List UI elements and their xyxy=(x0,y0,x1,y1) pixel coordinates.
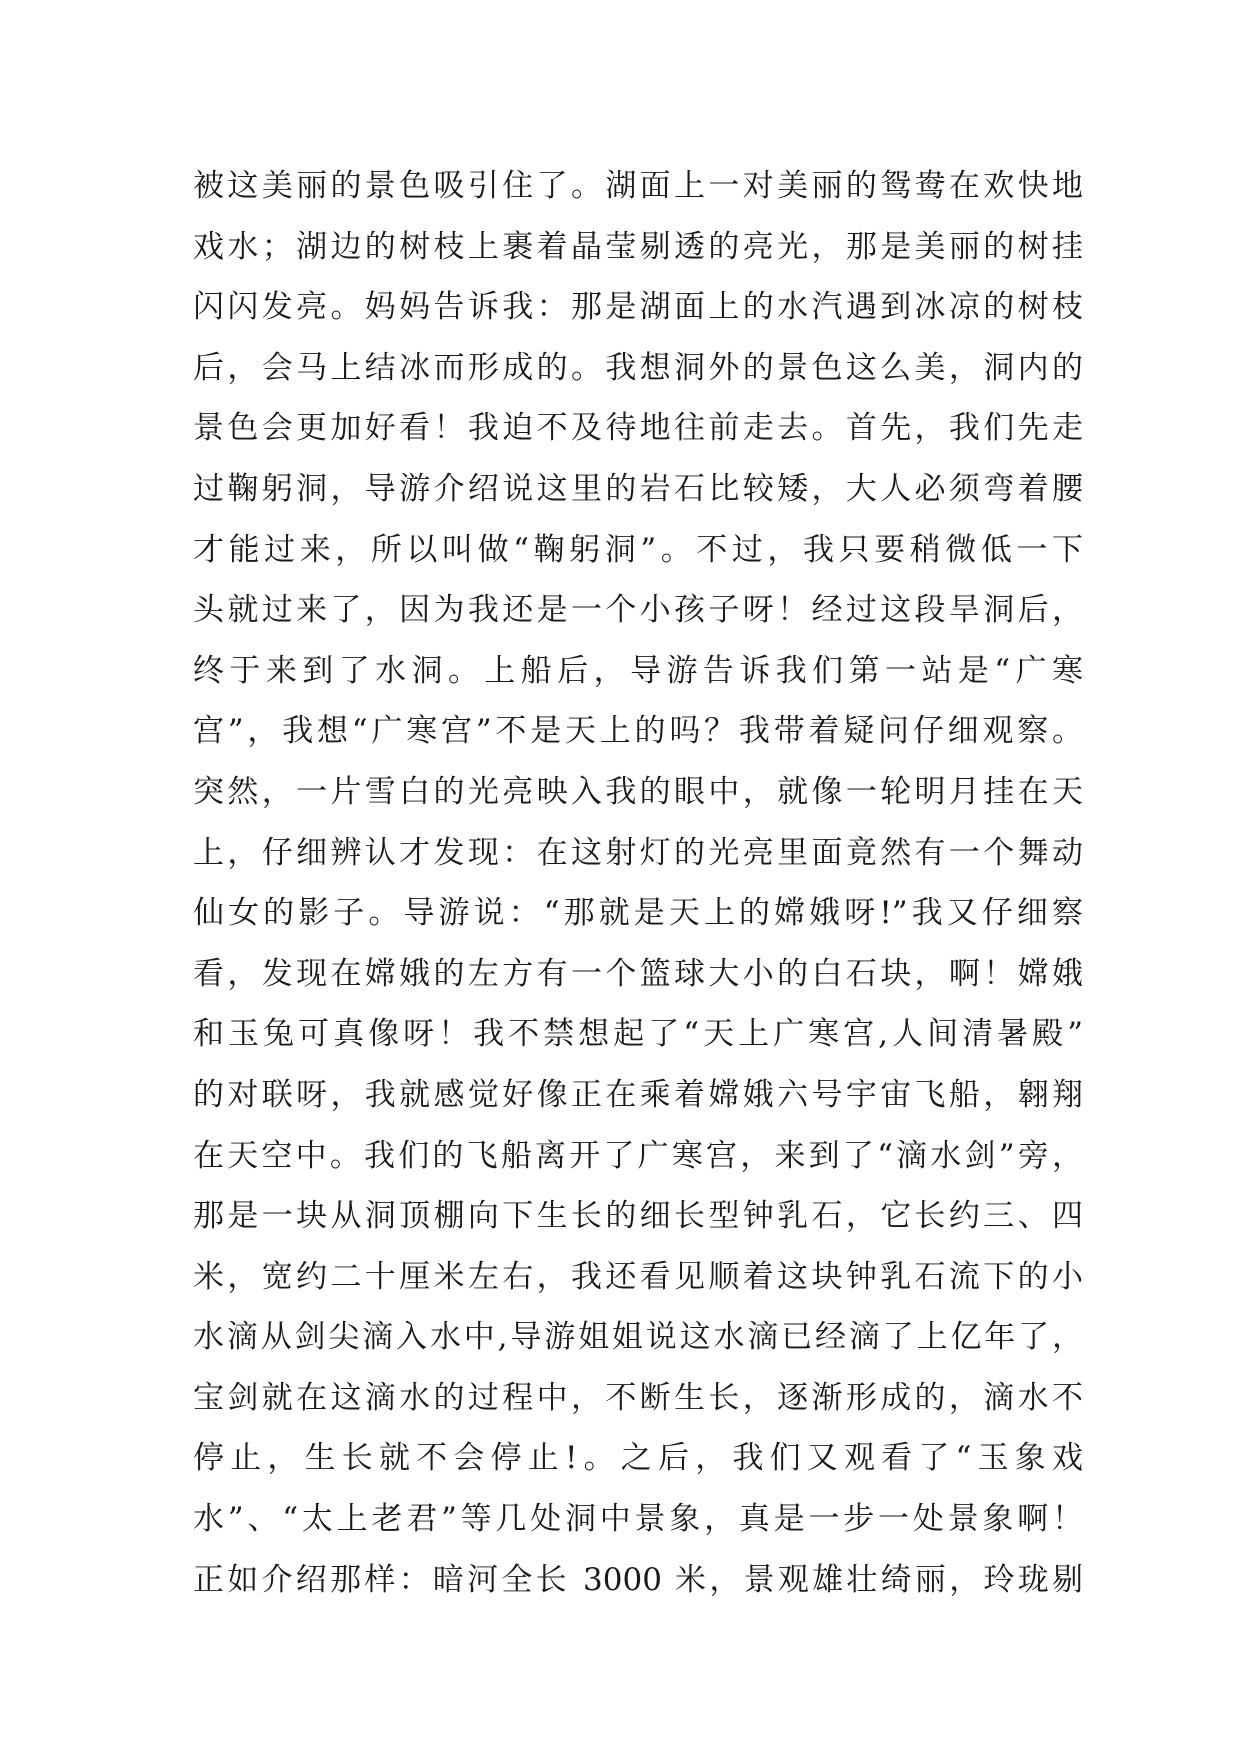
text-line: 仙女的影子。导游说：“那就是天上的嫦娥呀!”我又仔细察 xyxy=(193,895,1083,932)
text-line: 的对联呀，我就感觉好像正在乘着嫦娥六号宇宙飞船，翱翔 xyxy=(193,1076,1083,1113)
text-line: 水滴从剑尖滴入水中,导游姐姐说这水滴已经滴了上亿年了， xyxy=(193,1319,1083,1356)
text-line: 正如介绍那样：暗河全长 3000 米，景观雄壮绮丽，玲珑剔 xyxy=(193,1561,1083,1598)
text-line: 那是一块从洞顶棚向下生长的细长型钟乳石，它长约三、四 xyxy=(193,1198,1083,1235)
text-line: 米，宽约二十厘米左右，我还看见顺着这块钟乳石流下的小 xyxy=(193,1258,1083,1295)
text-line: 宫”，我想“广寒宫”不是天上的吗？我带着疑问仔细观察。 xyxy=(193,713,1083,750)
text-line: 才能过来，所以叫做“鞠躬洞”。不过，我只要稍微低一下 xyxy=(193,531,1083,568)
text-line: 水”、“太上老君”等几处洞中景象，真是一步一处景象啊！ xyxy=(193,1501,1083,1538)
text-line: 终于来到了水洞。上船后，导游告诉我们第一站是“广寒 xyxy=(193,652,1083,689)
text-line: 上，仔细辨认才发现：在这射灯的光亮里面竟然有一个舞动 xyxy=(193,834,1083,871)
text-line: 被这美丽的景色吸引住了。湖面上一对美丽的鸳鸯在欢快地 xyxy=(193,168,1083,204)
text-line: 后，会马上结冰而形成的。我想洞外的景色这么美，洞内的 xyxy=(193,349,1083,386)
text-line: 在天空中。我们的飞船离开了广寒宫，来到了“滴水剑”旁， xyxy=(193,1137,1083,1174)
text-line: 宝剑就在这滴水的过程中，不断生长，逐渐形成的，滴水不 xyxy=(193,1379,1083,1416)
text-line: 景色会更加好看！我迫不及待地往前走去。首先，我们先走 xyxy=(193,410,1083,447)
text-line: 看，发现在嫦娥的左方有一个篮球大小的白石块，啊！嫦娥 xyxy=(193,955,1083,992)
text-line: 突然，一片雪白的光亮映入我的眼中，就像一轮明月挂在天 xyxy=(193,773,1083,810)
text-line: 戏水；湖边的树枝上裹着晶莹剔透的亮光，那是美丽的树挂 xyxy=(193,228,1083,265)
text-line: 头就过来了，因为我还是一个小孩子呀！经过这段旱洞后， xyxy=(193,592,1083,629)
text-line: 停止，生长就不会停止!。之后，我们又观看了“玉象戏 xyxy=(193,1440,1083,1477)
text-line: 和玉兔可真像呀！我不禁想起了“天上广寒宫,人间清暑殿” xyxy=(193,1016,1083,1053)
body-text xyxy=(193,156,1083,1610)
text-line: 过鞠躬洞，导游介绍说这里的岩石比较矮，大人必须弯着腰 xyxy=(193,470,1083,507)
text-line: 闪闪发亮。妈妈告诉我：那是湖面上的水汽遇到冰凉的树枝 xyxy=(193,289,1083,326)
